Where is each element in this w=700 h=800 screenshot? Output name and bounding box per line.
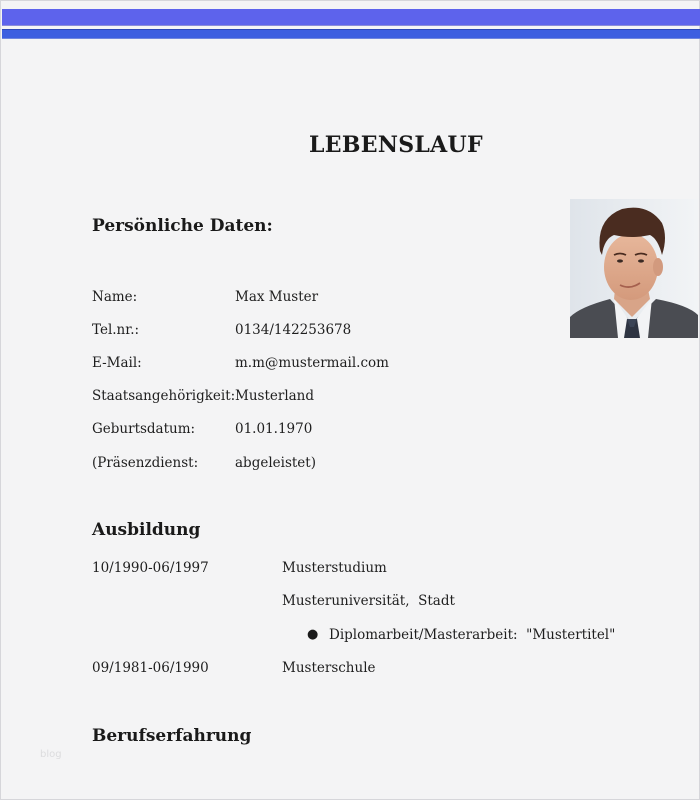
header-band-bottom [2,29,700,39]
section-heading-education: Ausbildung [92,520,201,540]
section-heading-experience: Berufserfahrung [92,726,252,746]
value-civil-service: abgeleistet) [235,455,316,471]
label-civil-service: (Präsenzdienst: [92,455,199,471]
value-phone: 0134/142253678 [235,322,352,338]
document-title: LEBENSLAUF [309,132,483,158]
value-birthdate: 01.01.1970 [235,421,313,437]
value-email: m.m@mustermail.com [235,355,389,371]
label-email: E-Mail: [92,355,142,371]
education-institution: Musteruniversität, Stadt [282,593,455,609]
label-phone: Tel.nr.: [92,322,140,338]
education-period: 10/1990-06/1997 [92,560,209,576]
label-name: Name: [92,289,138,305]
bullet-icon: ● [307,627,319,642]
value-nationality: Musterland [235,388,315,404]
education-title: Musterschule [282,660,376,676]
label-nationality: Staatsangehörigkeit: [92,388,236,404]
value-name: Max Muster [235,289,319,305]
section-heading-personal: Persönliche Daten: [92,216,273,236]
header-band-top [2,9,700,26]
education-period: 09/1981-06/1990 [92,660,209,676]
education-title: Musterstudium [282,560,387,576]
watermark: blog [40,749,62,760]
portrait-photo-icon [570,199,698,338]
education-thesis: Diplomarbeit/Masterarbeit: "Mustertitel" [329,627,616,643]
label-birthdate: Geburtsdatum: [92,421,196,437]
